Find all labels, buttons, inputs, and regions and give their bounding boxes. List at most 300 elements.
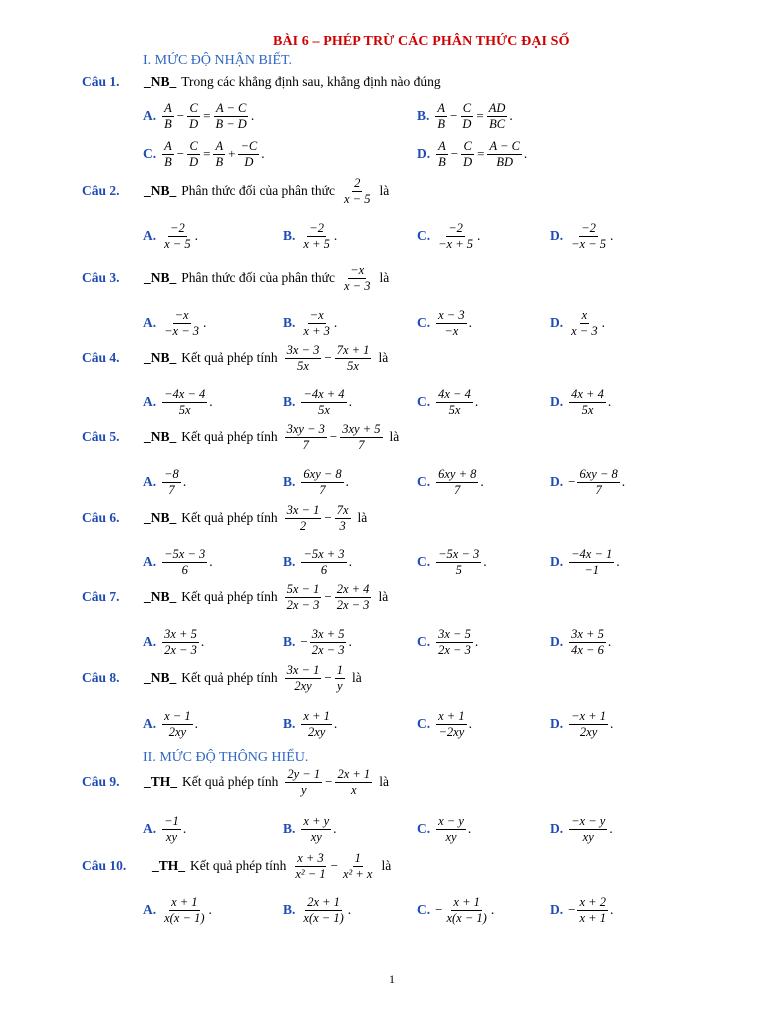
fraction [569,627,606,657]
question-expression [284,582,373,612]
fraction [293,851,327,881]
fraction-numerator: −x − y [571,814,606,829]
fraction-numerator: −2 [581,221,596,236]
fraction-denominator: x(x − 1) [303,910,344,925]
section-heading-recognition: I. MỨC ĐỘ NHẬN BIẾT. [143,53,293,68]
fraction-denominator: x + 1 [579,910,606,925]
option-label: A. [143,634,157,649]
operator: = [477,146,485,161]
option-expression [568,547,615,577]
fraction [341,851,375,881]
option-label: D. [550,474,564,489]
fraction-denominator: 3 [339,518,346,533]
fraction-denominator: x − 3 [344,278,371,293]
fraction-numerator: −x + 1 [571,709,607,724]
option-expression [435,709,467,739]
fraction [569,709,608,739]
fraction [301,387,346,417]
period: . [621,474,626,489]
question-tail: là [379,270,390,285]
question-number: Câu 9. [82,774,120,789]
option-expression [161,814,182,844]
option-expression [300,308,332,338]
fraction [301,221,331,251]
fraction-denominator: x² − 1 [295,866,326,881]
option-label: B. [283,821,296,836]
fraction [436,627,473,657]
operator: − [450,146,459,161]
answer-option-a[interactable] [143,623,204,661]
option-expression [161,139,260,169]
answer-option-b[interactable] [283,705,337,743]
period: . [209,394,213,409]
fraction-numerator: 2 [354,176,361,191]
option-label: D. [550,902,564,917]
fraction-denominator: x(x − 1) [164,910,205,925]
option-expression [300,709,332,739]
section-heading-comprehension: II. MỨC ĐỘ THÔNG HIỂU. [143,750,309,765]
fraction-denominator: B [437,116,446,131]
fraction-denominator: D [189,116,199,131]
fraction-denominator: 2xy [579,724,598,739]
period: . [203,315,207,330]
question-expression [341,176,373,206]
option-label: D. [550,554,564,569]
answer-option-b[interactable] [283,623,352,661]
option-expression [161,221,193,251]
fraction [577,895,607,925]
fraction-denominator: −x − 5 [571,236,607,251]
period: . [467,821,472,836]
option-label: C. [417,554,431,569]
period: . [333,228,338,243]
question-number: Câu 4. [82,350,120,365]
operator: − [324,350,332,365]
option-label: B. [283,474,296,489]
question-tail: là [379,774,389,789]
period: . [509,108,513,123]
fraction-numerator: 5x − 1 [286,582,320,597]
answer-option-a[interactable] [143,891,212,929]
fraction [301,308,331,338]
fraction-denominator: 2x − 3 [336,597,370,612]
difficulty-level: _TH_ [144,774,178,789]
fraction-denominator: x − 3 [571,323,598,338]
fraction [162,387,207,417]
fraction [187,101,200,131]
fraction [162,139,174,169]
option-label: C. [417,634,431,649]
option-label: A. [143,474,157,489]
fraction [162,814,181,844]
question-tail: là [351,670,362,685]
fraction-denominator: 2x − 3 [311,642,345,657]
option-expression [300,814,332,844]
fraction [436,387,473,417]
answer-option-b[interactable] [283,383,352,421]
option-expression [435,221,476,251]
fraction-denominator: xy [582,829,594,844]
answer-option-a[interactable] [143,810,186,848]
fraction-denominator: BD [496,154,514,169]
fraction-numerator: −x [174,308,189,323]
period: . [601,315,605,330]
answer-option-a[interactable] [143,217,198,255]
period: . [480,474,484,489]
option-expression [568,895,609,925]
answer-option-c[interactable] [417,463,484,501]
fraction-denominator: x [351,782,357,797]
fraction-numerator: −5x − 3 [164,547,206,562]
sign: − [435,902,443,917]
option-label: B. [283,902,296,917]
period: . [250,108,255,123]
answer-option-d[interactable] [550,705,613,743]
question-5-stem [82,419,399,455]
answer-option-d[interactable] [417,135,527,173]
fraction-numerator: 3xy − 3 [286,422,325,437]
fraction-denominator: BC [489,116,506,131]
fraction-denominator: x + 3 [303,323,330,338]
sign: − [300,634,308,649]
operator: = [203,146,211,161]
operator: = [203,108,211,123]
fraction-denominator: 7 [595,482,602,497]
period: . [468,315,472,330]
period: . [616,554,620,569]
answer-option-a[interactable] [143,304,206,342]
option-label: B. [283,315,296,330]
option-expression [161,895,207,925]
period: . [474,634,479,649]
fraction-numerator: x [581,308,588,323]
option-expression [435,308,467,338]
fraction-numerator: A − C [489,139,520,154]
option-label: D. [550,394,564,409]
fraction-numerator: 2x + 1 [337,767,371,782]
option-label: B. [283,228,296,243]
fraction-numerator: 7x + 1 [336,343,370,358]
fraction-numerator: 3x − 3 [286,343,320,358]
fraction [436,467,478,497]
answer-option-d[interactable] [550,623,611,661]
option-label: B. [283,394,296,409]
fraction-denominator: 2x − 3 [164,642,197,657]
option-expression [161,467,182,497]
fraction [301,895,345,925]
period: . [607,394,612,409]
fraction [335,767,372,797]
fraction-numerator: −x [309,308,324,323]
question-9-stem [82,764,389,800]
answer-option-c[interactable] [143,135,265,173]
option-expression [568,387,607,417]
question-tail: là [381,858,392,873]
fraction-denominator: B [164,154,172,169]
option-label: A. [143,315,157,330]
page-number: 1 [389,972,395,986]
option-label: B. [283,634,296,649]
answer-option-a[interactable] [143,383,213,421]
question-expression [284,343,373,373]
operator: + [228,146,236,161]
option-expression [435,387,474,417]
fraction-numerator: 3x + 5 [311,627,345,642]
option-label: D. [417,146,431,161]
answer-option-c[interactable] [417,383,478,421]
fraction [342,176,372,206]
fraction [569,387,606,417]
option-expression [568,308,600,338]
difficulty-level: _NB_ [144,270,177,285]
fraction [162,467,181,497]
operator: − [176,108,185,123]
question-number: Câu 1. [82,74,120,89]
answer-option-c[interactable] [417,217,480,255]
option-label: D. [550,315,564,330]
fraction-denominator: 5x [448,402,461,417]
answer-option-b[interactable] [283,304,337,342]
option-expression [434,101,508,131]
question-text: Kết quả phép tính [181,350,278,365]
question-number: Câu 3. [82,270,120,285]
fraction-denominator: 2xy [307,724,326,739]
answer-option-c[interactable] [417,891,494,929]
option-expression [300,547,347,577]
period: . [347,902,352,917]
option-expression [435,627,474,657]
fraction [460,101,473,131]
fraction-denominator: −2xy [438,724,465,739]
option-expression [568,814,608,844]
fraction-numerator: x + 1 [303,709,330,724]
fraction [301,814,331,844]
period: . [348,634,352,649]
fraction [444,895,488,925]
fraction-numerator: 6xy + 8 [438,467,477,482]
answer-option-b[interactable] [283,463,349,501]
option-expression [161,101,250,131]
option-expression [300,387,347,417]
fraction [301,547,346,577]
fraction-denominator: D [244,154,254,169]
answer-option-a[interactable] [143,543,213,581]
answer-option-d[interactable] [550,891,613,929]
question-8-stem [82,660,362,696]
fraction [310,627,347,657]
operator: − [324,670,332,685]
option-label: C. [417,716,431,731]
fraction-numerator: x − 3 [438,308,465,323]
answer-option-b[interactable] [283,810,337,848]
answer-option-c[interactable] [417,705,472,743]
answer-option-d[interactable] [550,810,613,848]
fraction [285,503,322,533]
option-expression [161,709,193,739]
option-label: C. [417,315,431,330]
fraction [487,101,508,131]
fraction-numerator: −1 [164,814,179,829]
fraction [162,221,192,251]
fraction-numerator: C [463,139,472,154]
fraction-numerator: x + 2 [579,895,606,910]
option-label: A. [143,902,157,917]
fraction-denominator: −x − 3 [164,323,200,338]
difficulty-level: _NB_ [144,589,177,604]
option-expression [161,627,200,657]
operator: − [324,589,332,604]
fraction [335,663,345,693]
answer-option-a[interactable] [143,97,254,135]
fraction-numerator: x + 1 [171,895,198,910]
period: . [610,716,614,731]
option-expression [300,895,346,925]
question-text: Kết quả phép tính [181,429,278,444]
answer-option-b[interactable] [417,97,513,135]
option-label: C. [417,821,431,836]
operator: − [329,429,338,444]
fraction-denominator: 2x − 3 [286,597,320,612]
fraction-denominator: 7 [358,437,365,452]
answer-option-d[interactable] [550,217,613,255]
question-tail: là [378,589,389,604]
option-expression [300,627,347,657]
fraction-denominator: −x [444,323,459,338]
question-6-stem [82,500,367,536]
question-tail: là [378,350,389,365]
fraction [569,814,607,844]
sign: − [568,902,576,917]
fraction-numerator: 3x + 5 [571,627,604,642]
fraction-denominator: y [300,782,307,797]
fraction-denominator: xy [310,829,322,844]
difficulty-level: _NB_ [144,670,177,685]
page-title: BÀI 6 – PHÉP TRỪ CÁC PHÂN THỨC ĐẠI SỐ [273,34,570,49]
answer-option-b[interactable] [283,217,337,255]
fraction-denominator: D [462,116,472,131]
operator: = [476,108,484,123]
fraction [162,547,207,577]
period: . [490,902,495,917]
fraction [569,308,599,338]
fraction-denominator: 7 [454,482,461,497]
answer-option-a[interactable] [143,463,186,501]
answer-option-d[interactable] [550,543,620,581]
fraction-numerator: C [462,101,472,116]
fraction-numerator: 3x + 5 [164,627,197,642]
fraction-numerator: C [189,101,198,116]
fraction-numerator: 1 [336,663,343,678]
difficulty-level: _NB_ [144,429,177,444]
option-expression [300,467,344,497]
fraction-denominator: 6 [320,562,328,577]
answer-option-a[interactable] [143,705,198,743]
fraction-numerator: x + 3 [297,851,324,866]
fraction-denominator: −1 [584,562,600,577]
fraction-numerator: −x [350,263,365,278]
option-expression [435,139,523,169]
period: . [200,634,205,649]
answer-option-d[interactable] [550,463,625,501]
question-7-stem [82,579,388,615]
question-1-stem [82,64,441,100]
fraction-denominator: 7 [302,437,309,452]
answer-option-b[interactable] [283,891,351,929]
fraction-numerator: −4x + 4 [303,387,345,402]
fraction [569,547,614,577]
fraction-numerator: −C [240,139,258,154]
option-label: A. [143,108,157,123]
option-label: D. [550,716,564,731]
fraction [162,308,201,338]
period: . [345,474,350,489]
option-label: C. [417,474,431,489]
fraction [301,467,343,497]
difficulty-level: _TH_ [152,858,186,873]
fraction-denominator: B [164,116,172,131]
option-label: A. [143,554,157,569]
fraction-denominator: 5x [297,358,309,373]
fraction-denominator: 4x − 6 [571,642,604,657]
answer-option-c[interactable] [417,623,478,661]
question-text: Phân thức đối của phân thức [181,183,335,198]
option-expression [435,467,479,497]
fraction-denominator: 5x [347,358,359,373]
answer-option-d[interactable] [550,304,605,342]
answer-option-c[interactable] [417,543,487,581]
difficulty-level: _NB_ [144,183,177,198]
option-expression [568,709,609,739]
option-label: C. [417,902,431,917]
fraction-numerator: 4x + 4 [571,387,604,402]
option-label: B. [417,108,430,123]
fraction-denominator: D [189,154,199,169]
fraction-denominator: B [215,154,224,169]
fraction-denominator: 7 [168,482,175,497]
fraction [436,139,448,169]
question-text: Trong các khẳng định sau, khẳng định nào đúng [181,74,441,89]
fraction [436,709,466,739]
fraction [213,101,248,131]
period: . [209,554,213,569]
question-text: Kết quả phép tính [190,858,287,873]
fraction [335,503,351,533]
period: . [182,821,187,836]
fraction-denominator: xy [165,829,178,844]
fraction-denominator: 2xy [168,724,187,739]
question-expression [284,767,373,797]
option-expression [300,221,332,251]
fraction [461,139,474,169]
period: . [483,554,487,569]
option-label: A. [143,228,157,243]
period: . [261,146,265,161]
question-number: Câu 8. [82,670,120,685]
fraction-numerator: 4x − 4 [438,387,471,402]
fraction [436,221,475,251]
option-expression [435,895,490,925]
question-expression [292,851,375,881]
fraction [569,221,608,251]
answer-option-c[interactable] [417,304,472,342]
answer-option-d[interactable] [550,383,611,421]
fraction [285,582,322,612]
answer-option-b[interactable] [283,543,352,581]
option-expression [435,547,482,577]
fraction-numerator: −4x − 1 [571,547,613,562]
answer-option-c[interactable] [417,810,471,848]
difficulty-level: _NB_ [144,74,177,89]
